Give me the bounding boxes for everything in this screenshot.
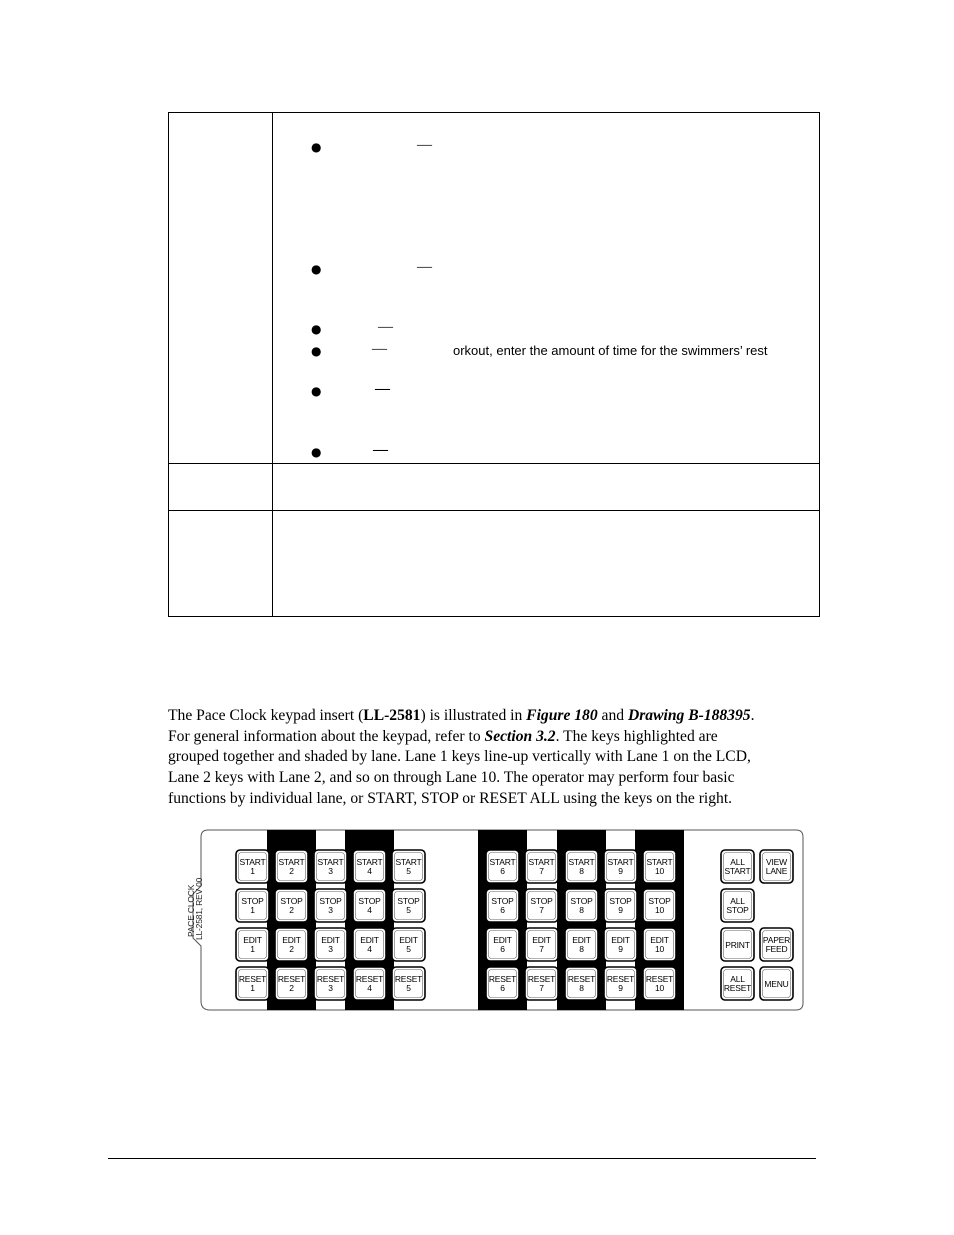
- key-label: 4: [367, 866, 372, 876]
- key-label: START: [724, 866, 751, 876]
- key-label: EDIT: [282, 935, 301, 945]
- key-label: PRINT: [725, 940, 750, 950]
- start-7-key: [525, 850, 558, 883]
- bullet-icon: ●: [311, 445, 322, 459]
- edit-10-key: [643, 928, 676, 961]
- key-label: ALL: [730, 857, 745, 867]
- key-label: 5: [406, 983, 411, 993]
- reset-10-key: [643, 967, 676, 1000]
- key-label: START: [317, 857, 344, 867]
- key-label: ALL: [730, 896, 745, 906]
- key-label: STOP: [241, 896, 264, 906]
- key-label: ALL: [730, 974, 745, 984]
- start-1-key: [236, 850, 269, 883]
- bullet-dash: —: [378, 319, 393, 335]
- key-label: START: [239, 857, 266, 867]
- key-label: RESET: [645, 974, 674, 984]
- key-label: PAPER: [762, 935, 791, 945]
- key-label: STOP: [570, 896, 593, 906]
- info-table: [168, 112, 820, 617]
- key-label: 4: [367, 983, 372, 993]
- table-column-divider: [272, 112, 273, 617]
- key-label: 10: [654, 905, 665, 915]
- key-label: 5: [406, 905, 411, 915]
- key-label: STOP: [319, 896, 342, 906]
- key-label: RESET: [723, 983, 752, 993]
- paragraph-line: For general information about the keypad, refer to Section 3.2. The keys highlighted are: [168, 727, 718, 745]
- key-label: LANE: [765, 866, 788, 876]
- stop-6-key: [486, 889, 519, 922]
- paragraph-line: grouped together and shaded by lane. Lane 1 keys line-up vertically with Lane 1 on the LCD,: [168, 748, 751, 766]
- stop-2-key: [275, 889, 308, 922]
- key-label: RESET: [527, 974, 556, 984]
- key-label: START: [528, 857, 555, 867]
- drawing-reference: Drawing B-188395: [627, 707, 751, 724]
- bullet-icon: ●: [311, 344, 322, 358]
- key-label: 7: [539, 983, 544, 993]
- key-label: STOP: [530, 896, 553, 906]
- key-label: EDIT: [243, 935, 262, 945]
- paragraph-line: functions by individual lane, or START, STOP or RESET ALL using the keys on the right.: [168, 789, 733, 807]
- key-label: 4: [367, 905, 372, 915]
- reset-3-key: [314, 967, 347, 1000]
- key-label: 2: [289, 866, 294, 876]
- key-label: STOP: [358, 896, 381, 906]
- key-label: EDIT: [611, 935, 630, 945]
- key-label: RESET: [238, 974, 267, 984]
- key-label: 8: [579, 983, 584, 993]
- key-label: START: [278, 857, 305, 867]
- key-label: EDIT: [493, 935, 512, 945]
- stop-10-key: [643, 889, 676, 922]
- key-label: 10: [654, 983, 665, 993]
- paragraph-line: The Pace Clock keypad insert (LL-2581) is illustrated in Figure 180 and Drawing B-188395.: [168, 707, 755, 724]
- edit-5-key: [392, 928, 425, 961]
- key-label: 1: [250, 905, 255, 915]
- start-4-key: [353, 850, 386, 883]
- stop-8-key: [565, 889, 598, 922]
- key-label: START: [568, 857, 595, 867]
- key-label: RESET: [567, 974, 596, 984]
- key-label: RESET: [606, 974, 635, 984]
- key-label: 3: [328, 866, 333, 876]
- paragraph-line: Lane 2 keys with Lane 2, and so on through Lane 10. The operator may perform four basic: [168, 769, 735, 787]
- reset-1-key: [236, 967, 269, 1000]
- bullet-icon: ●: [311, 262, 322, 276]
- view-lane-key: [760, 850, 793, 883]
- stop-7-key: [525, 889, 558, 922]
- reset-9-key: [604, 967, 637, 1000]
- key-label: 8: [579, 944, 584, 954]
- key-label: 2: [289, 944, 294, 954]
- key-label: 8: [579, 866, 584, 876]
- paper-feed-key: [760, 928, 793, 961]
- key-label: 1: [250, 866, 255, 876]
- key-label: START: [489, 857, 516, 867]
- all-reset-key: [721, 967, 754, 1000]
- bullet-icon: ●: [311, 140, 322, 154]
- edit-3-key: [314, 928, 347, 961]
- key-label: 1: [250, 983, 255, 993]
- key-label: 6: [500, 983, 505, 993]
- key-label: 3: [328, 983, 333, 993]
- footer-rule: [108, 1158, 816, 1159]
- table-row-divider: [168, 510, 820, 511]
- key-label: 9: [618, 866, 623, 876]
- stop-9-key: [604, 889, 637, 922]
- key-label: 7: [539, 944, 544, 954]
- key-label: 9: [618, 944, 623, 954]
- reset-4-key: [353, 967, 386, 1000]
- key-label: STOP: [397, 896, 420, 906]
- section-reference: Section 3.2: [484, 727, 556, 745]
- key-label: STOP: [609, 896, 632, 906]
- key-label: 10: [654, 866, 665, 876]
- all-stop-key: [721, 889, 754, 922]
- bullet-dash: —: [417, 259, 432, 275]
- key-label: 6: [500, 944, 505, 954]
- bullet-dash: —: [417, 137, 432, 153]
- key-label: STOP: [648, 896, 671, 906]
- stop-5-key: [392, 889, 425, 922]
- key-label: 1: [250, 944, 255, 954]
- key-label: EDIT: [532, 935, 551, 945]
- key-label: 9: [618, 905, 623, 915]
- key-label: FEED: [765, 944, 788, 954]
- bullet-dash: —: [372, 341, 387, 357]
- print-key: [721, 928, 754, 961]
- edit-6-key: [486, 928, 519, 961]
- edit-9-key: [604, 928, 637, 961]
- key-label: START: [607, 857, 634, 867]
- reset-8-key: [565, 967, 598, 1000]
- edit-4-key: [353, 928, 386, 961]
- start-6-key: [486, 850, 519, 883]
- key-label: EDIT: [360, 935, 379, 945]
- stop-1-key: [236, 889, 269, 922]
- edit-8-key: [565, 928, 598, 961]
- start-9-key: [604, 850, 637, 883]
- key-label: EDIT: [321, 935, 340, 945]
- key-label: STOP: [491, 896, 514, 906]
- key-label: STOP: [726, 905, 749, 915]
- reset-2-key: [275, 967, 308, 1000]
- reset-5-key: [392, 967, 425, 1000]
- key-label: EDIT: [650, 935, 669, 945]
- table-row-divider: [168, 463, 820, 464]
- key-label: RESET: [277, 974, 306, 984]
- edit-7-key: [525, 928, 558, 961]
- stop-3-key: [314, 889, 347, 922]
- edit-2-key: [275, 928, 308, 961]
- key-label: 6: [500, 905, 505, 915]
- key-label: RESET: [355, 974, 384, 984]
- key-label: START: [646, 857, 673, 867]
- edit-1-key: [236, 928, 269, 961]
- keypad-tab-label: PACE CLOCK: [186, 884, 196, 937]
- all-start-key: [721, 850, 754, 883]
- key-label: 9: [618, 983, 623, 993]
- stop-4-key: [353, 889, 386, 922]
- bullet-dash: —: [373, 442, 388, 458]
- key-label: 2: [289, 905, 294, 915]
- key-label: 5: [406, 944, 411, 954]
- key-label: EDIT: [399, 935, 418, 945]
- key-label: START: [395, 857, 422, 867]
- key-label: 3: [328, 944, 333, 954]
- key-label: 5: [406, 866, 411, 876]
- bullet-icon: ●: [311, 384, 322, 398]
- key-label: 8: [579, 905, 584, 915]
- start-2-key: [275, 850, 308, 883]
- keypad-description: [168, 706, 818, 810]
- start-8-key: [565, 850, 598, 883]
- key-label: RESET: [394, 974, 423, 984]
- reset-6-key: [486, 967, 519, 1000]
- key-label: 3: [328, 905, 333, 915]
- key-label: RESET: [316, 974, 345, 984]
- keypad-tab-part-number: LL-2581, REV 00: [194, 877, 204, 940]
- key-label: START: [356, 857, 383, 867]
- key-label: EDIT: [572, 935, 591, 945]
- figure-reference: Figure 180: [526, 707, 598, 724]
- bullet-dash: —: [375, 381, 390, 397]
- start-10-key: [643, 850, 676, 883]
- key-label: 10: [654, 944, 665, 954]
- key-label: MENU: [764, 979, 789, 989]
- key-label: RESET: [488, 974, 517, 984]
- key-label: VIEW: [766, 857, 787, 867]
- part-number: LL-2581: [363, 707, 421, 724]
- reset-7-key: [525, 967, 558, 1000]
- key-label: 7: [539, 866, 544, 876]
- key-label: 7: [539, 905, 544, 915]
- key-label: STOP: [280, 896, 303, 906]
- start-5-key: [392, 850, 425, 883]
- bullet-icon: ●: [311, 322, 322, 336]
- start-3-key: [314, 850, 347, 883]
- menu-key: [760, 967, 793, 1000]
- key-label: 4: [367, 944, 372, 954]
- key-label: 2: [289, 983, 294, 993]
- bullet-text: orkout, enter the amount of time for the swimmers’ rest: [453, 343, 768, 358]
- pace-clock-keypad-figure: [170, 826, 810, 1016]
- key-label: 6: [500, 866, 505, 876]
